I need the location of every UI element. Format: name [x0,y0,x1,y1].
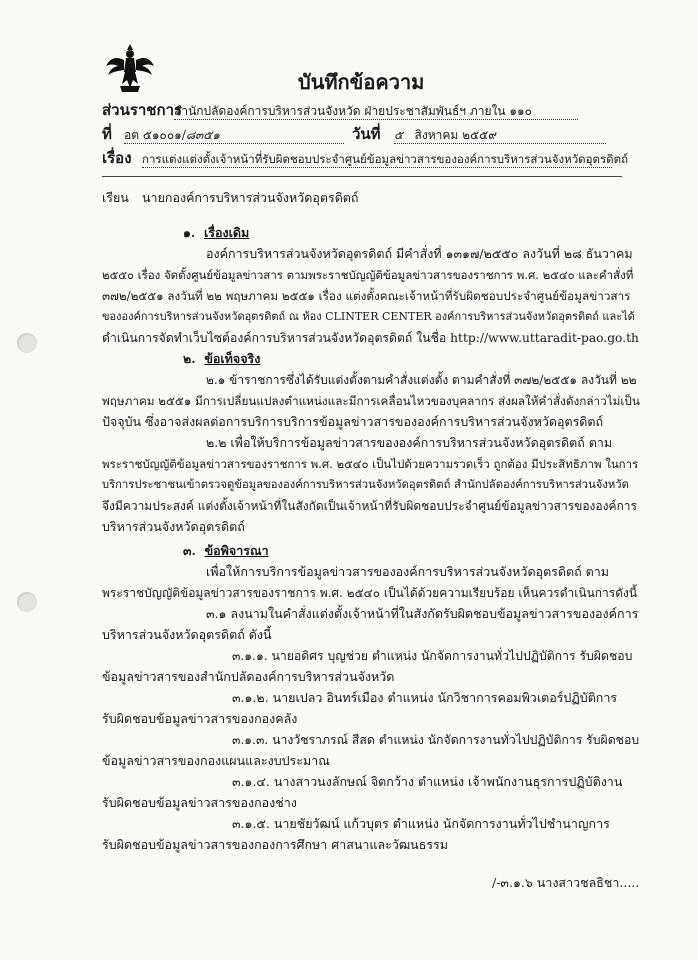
continuation-note: /-๓.๑.๖ นางสาวชลธิชา..... [492,875,640,890]
section3-line: บริหารส่วนจังหวัดอุตรดิตถ์ ดังนี้ [102,627,272,642]
section2-title: ข้อเท็จจริง [204,351,261,366]
ref-value: อต ๕๑๐๐๑/ [124,128,186,142]
agency-value: สำนักปลัดองค์การบริหารส่วนจังหวัด ฝ่ายประชาสัมพันธ์ฯ ภายใน ๑๑๐ [174,103,578,120]
date-label: วันที่ [352,125,381,143]
section3-line: ข้อมูลข่าวสารของกองแผนและงบประมาณ [102,753,330,768]
section2-line: พระราชบัญญัติข้อมูลข่าวสารของราชการ พ.ศ. ๒๕๔๐ เป็นไปด้วยความรวดเร็ว ถูกต้อง มีประสิทธิภาพ ในการ [102,457,639,471]
section2-line: ๒.๑ ข้าราชการซึ่งได้รับแต่งตั้งตามคำสั่งแต่งตั้ง ตามคำสั่งที่ ๓๗๒/๒๕๕๑ ลงวันที่ ๒๒ [206,373,637,387]
section1-line: ๒๕๕๐ เรื่อง จัดตั้งศูนย์ข้อมูลข่าวสาร ตามพระราชบัญญัติข้อมูลข่าวสารของราชการ พ.ศ. ๒๕๔๐ และคำสั่งที่ [102,268,634,282]
section3-line: ข้อมูลข่าวสารของสำนักปลัดองค์การบริหารส่วนจังหวัด [102,669,395,684]
section2-line: บริการประชาชนเข้าตรวจดูข้อมูลขององค์การบริหารส่วนจังหวัดอุตรดิตถ์ สำนักปลัดองค์การบริหารส่วนจังหวัด [102,478,629,491]
garuda-emblem-icon [104,42,156,96]
section1-title: เรื่องเดิม [204,225,250,240]
section3-line: ๓.๑.๔. นางสาวนงลักษณ์ จิตกว้าง ตำแหน่ง เจ้าพนักงานธุรการปฏิบัติงาน [232,774,623,789]
section2-line: พฤษภาคม ๒๕๕๑ มีการเปลี่ยนแปลงตำแหน่งและมีการเคลื่อนไหวของบุคลากร ส่งผลให้คำสั่งดังกล่าวไม่เป็น [102,394,640,408]
section1-line: องค์การบริหารส่วนจังหวัดอุตรดิตถ์ มีคำสั่งที่ ๑๓๑๗/๒๕๕๐ ลงวันที่ ๒๘ ธันวาคม [206,246,633,261]
section2-number: ๒. [183,351,196,366]
agency-label: ส่วนราชการ [102,101,183,119]
section3-line: ๓.๑.๓. นางวัชราภรณ์ สีสด ตำแหน่ง นักจัดการงานทั่วไปปฏิบัติการ รับผิดชอบ [232,733,640,747]
section3-line: ๓.๑ ลงนามในคำสั่งแต่งตั้งเจ้าหน้าที่ในสังกัดรับผิดชอบข้อมูลข่าวสารขององค์การ [206,606,639,621]
section3-line: พระราชบัญญัติข้อมูลข่าวสารของราชการ พ.ศ. ๒๕๔๐ เป็นได้ด้วยความเรียบร้อย เห็นควรดำเนินการดังนี้ [102,586,638,600]
section3-number: ๓. [183,543,196,558]
punch-hole-top [17,333,37,353]
punch-hole-bottom [17,592,37,612]
subject-value: การแต่งแต่งตั้งเจ้าหน้าที่รับผิดชอบประจำศูนย์ข้อมูลข่าวสารขององค์การบริหารส่วนจังหวัดอุตรดิตถ์ [142,152,629,166]
section1-line: ๓๗๒/๒๕๕๑ ลงวันที่ ๒๒ พฤษภาคม ๒๕๕๑ เรื่อง แต่งตั้งคณะเจ้าหน้าที่รับผิดชอบประจำศูนย์ข้อมูลข่าวสาร [102,289,631,303]
section3-line: ๓.๑.๕. นายชัยวัฒน์ แก้วบุตร ตำแหน่ง นักจัดการงานทั่วไปชำนาญการ [232,816,610,831]
section1-line: ดำเนินการจัดทำเว็บไซต์องค์การบริหารส่วนจังหวัดอุตรดิตถ์ ในชื่อ http://www.uttaradit-pao.go.th [102,331,639,345]
date-field [394,127,606,144]
section3-line: รับผิดชอบข้อมูลข่าวสารของกองช่าง [102,795,297,810]
header-divider [102,176,622,177]
ref-label: ที่ [102,125,112,143]
memo-title: บันทึกข้อความ [298,70,425,94]
section3-line: รับผิดชอบข้อมูลข่าวสารของกองการศึกษา ศาสนาและวัฒนธรรม [102,837,449,852]
ref-field [124,127,344,144]
section3-line: ๓.๑.๑. นายอดิศร บุญช่วย ตำแหน่ง นักจัดการงานทั่วไปปฏิบัติการ รับผิดชอบ [232,649,633,663]
section2-line: จึงมีความประสงค์ แต่งตั้งเจ้าหน้าที่ในสังกัดเป็นเจ้าหน้าที่รับผิดชอบประจำศูนย์ข้อมูลข่าวสารขององค์การ [102,499,637,513]
section3-line: ๓.๑.๒. นายเปลว อินทร์เมือง ตำแหน่ง นักวิชาการคอมพิวเตอร์ปฏิบัติการ [232,690,618,705]
section2-heading [183,351,260,367]
salutation-value: นายกองค์การบริหารส่วนจังหวัดอุตรดิตถ์ [142,190,359,205]
section3-line: เพื่อให้การบริการข้อมูลข่าวสารขององค์การบริหารส่วนจังหวัดอุตรดิตถ์ ตาม [206,564,610,579]
section1-line: ขององค์การบริหารส่วนจังหวัดอุตรดิตถ์ ณ ห้อง CLINTER CENTER องค์การบริหารส่วนจังหวัดอุตรดิตถ์ และได้ [102,310,635,323]
section3-heading [183,543,269,559]
section1-number: ๑. [183,225,196,240]
section2-line: ปัจจุบัน ซึ่งอาจส่งผลต่อการบริการบริการข้อมูลข่าวสารขององค์การบริหารส่วนจังหวัดอุตรดิตถ์ [102,414,604,429]
section3-title: ข้อพิจารณา [204,543,269,558]
date-day: ๕ [394,128,404,142]
section3-line: รับผิดชอบข้อมูลข่าวสารของกองคลัง [102,711,298,726]
subject-label: เรื่อง [102,149,132,167]
salutation-label: เรียน [102,190,129,205]
section2-line: ๒.๒ เพื่อให้บริการข้อมูลข่าวสารขององค์การบริหารส่วนจังหวัดอุตรดิตถ์ ตาม [206,435,613,450]
section1-heading [183,225,249,241]
ref-handwritten: ๘๓๕๑ [185,128,220,142]
section2-line: บริหารส่วนจังหวัดอุตรดิตถ์ [102,519,245,534]
date-month-year: สิงหาคม ๒๕๕๙ [414,128,497,142]
